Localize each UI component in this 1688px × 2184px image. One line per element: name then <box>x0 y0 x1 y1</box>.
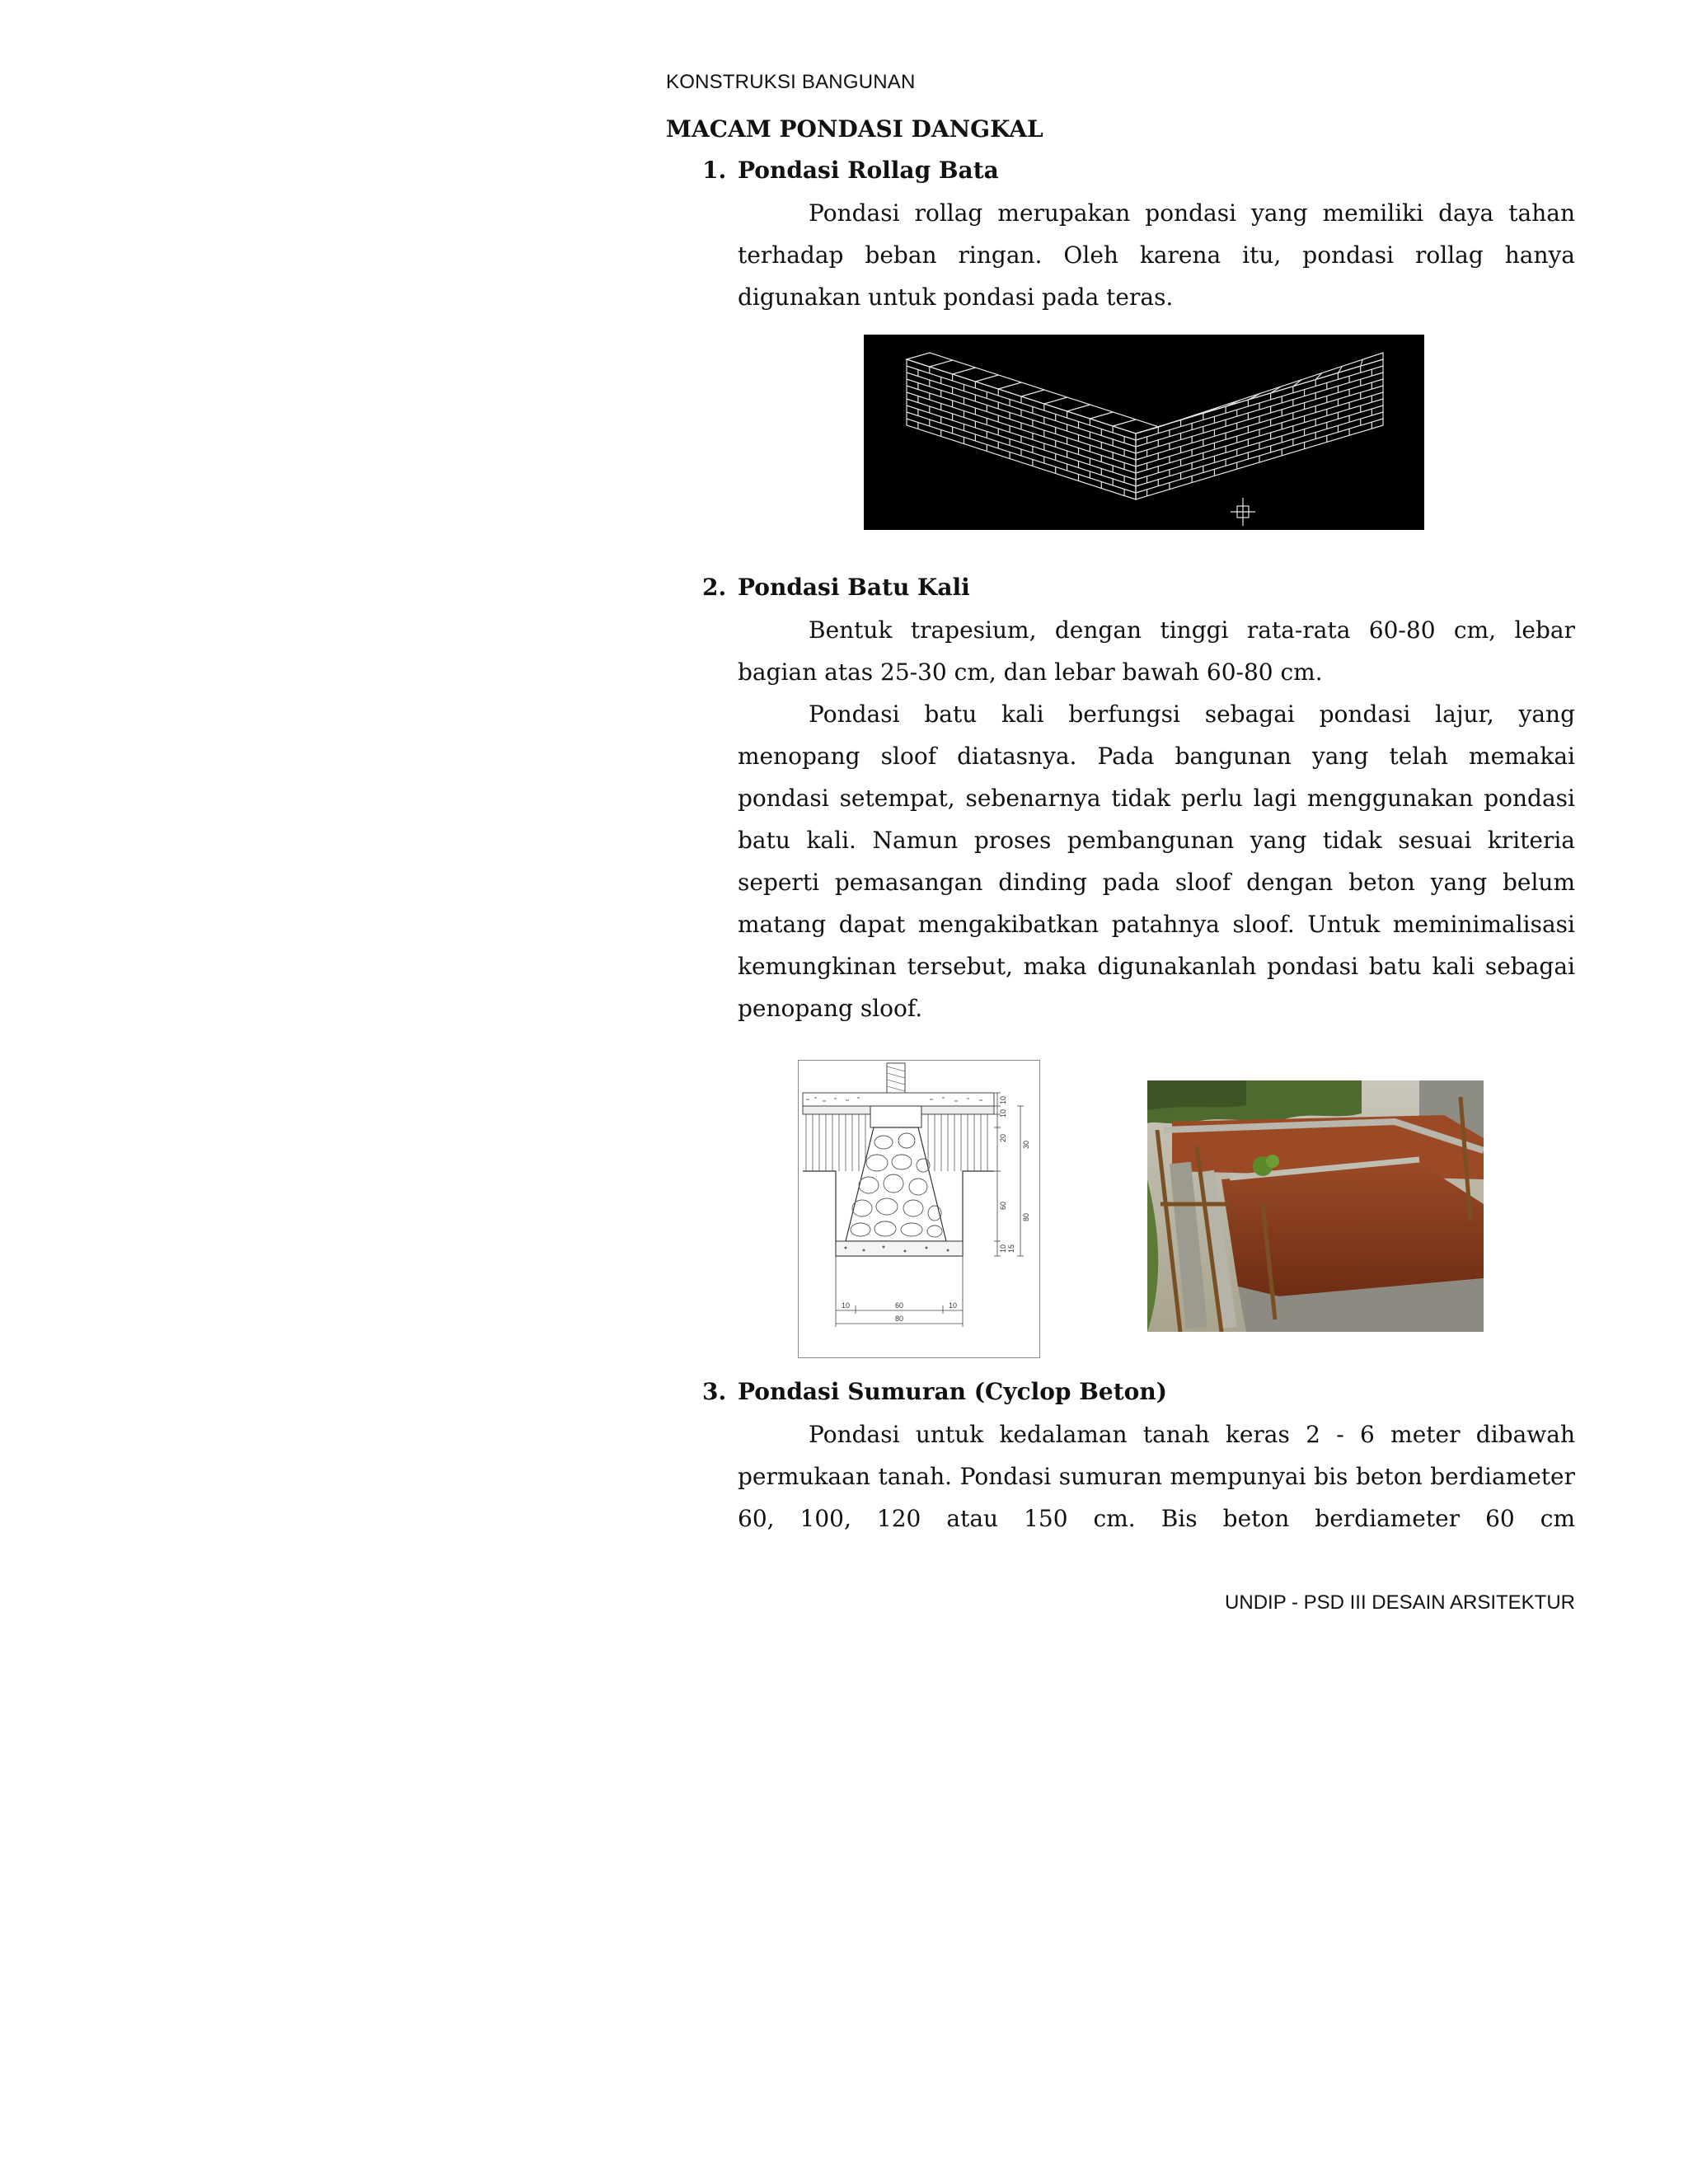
running-header: KONSTRUKSI BANGUNAN <box>666 71 916 93</box>
dim-label: 60 <box>999 1201 1007 1210</box>
section-2-paragraph-2-text: Pondasi batu kali berfungsi sebagai pondasi lajur, yang menopang sloof diatasnya. Pada bangunan yang telah memakai pondasi setempat, sebenarnya tidak perlu lagi menggunakan pondasi batu kali. Namun proses pembangunan yang tidak sesuai kriteria seperti pemasangan dinding pada sloof dengan beton yang belum matang dapat mengakibatkan patahnya sloof. Untuk meminimalisasi kemungkinan tersebut, maka digunakanlah pondasi batu kali sebagai penopang sloof. <box>738 701 1575 1022</box>
section-3-paragraph <box>738 1413 1575 1540</box>
section-3-paragraph-text: Pondasi untuk kedalaman tanah keras 2 - 6 meter dibawah permukaan tanah. Pondasi sumuran mempunyai bis beton berdiameter 60, 100, 120 atau 150 cm. Bis beton berdiameter 60 cm <box>738 1421 1575 1532</box>
section-2-number: 2. <box>702 574 727 601</box>
dim-label: 10 <box>999 1095 1007 1104</box>
section-2-paragraph-1-text: Bentuk trapesium, dengan tinggi rata-rata 60-80 cm, lebar bagian atas 25-30 cm, dan lebar bawah 60-80 cm. <box>738 616 1575 686</box>
main-title: MACAM PONDASI DANGKAL <box>666 115 1043 143</box>
section-1-title <box>702 157 999 184</box>
dim-label: 10 <box>948 1301 958 1310</box>
dim-label: 30 <box>1022 1140 1030 1149</box>
running-footer: UNDIP - PSD III DESAIN ARSITEKTUR <box>1225 1591 1575 1614</box>
section-3-number: 3. <box>702 1378 727 1405</box>
batu-kali-section-drawing <box>798 1060 1040 1358</box>
section-1-number: 1. <box>702 157 727 184</box>
section-3-title-text: Pondasi Sumuran (Cyclop Beton) <box>738 1378 1167 1405</box>
site-photo-illustration <box>1147 1080 1484 1332</box>
batu-kali-section-figure <box>798 1060 1040 1358</box>
section-1-paragraph <box>738 192 1575 318</box>
section-1-title-text: Pondasi Rollag Bata <box>738 157 999 184</box>
dim-label: 10 <box>841 1301 851 1310</box>
section-2-paragraph-2 <box>738 693 1575 1029</box>
dim-label: 60 <box>894 1301 904 1310</box>
dim-label: 80 <box>894 1315 904 1323</box>
section-2-title-text: Pondasi Batu Kali <box>738 574 970 601</box>
batu-kali-site-photo <box>1147 1080 1484 1332</box>
dim-label: 10 <box>999 1244 1007 1253</box>
dim-label: 20 <box>999 1133 1007 1142</box>
rollag-brick-drawing <box>864 335 1424 530</box>
rollag-brick-cad-figure <box>864 335 1424 530</box>
section-3-title <box>702 1378 1167 1405</box>
section-2-paragraph-1 <box>738 609 1575 693</box>
section-1-paragraph-text: Pondasi rollag merupakan pondasi yang memiliki daya tahan terhadap beban ringan. Oleh karena itu, pondasi rollag hanya digunakan untuk pondasi pada teras. <box>738 199 1575 311</box>
dim-label: 15 <box>1007 1244 1015 1253</box>
section-2-title <box>702 574 970 601</box>
dim-label: 80 <box>1022 1212 1030 1221</box>
dim-label: 10 <box>999 1108 1007 1118</box>
